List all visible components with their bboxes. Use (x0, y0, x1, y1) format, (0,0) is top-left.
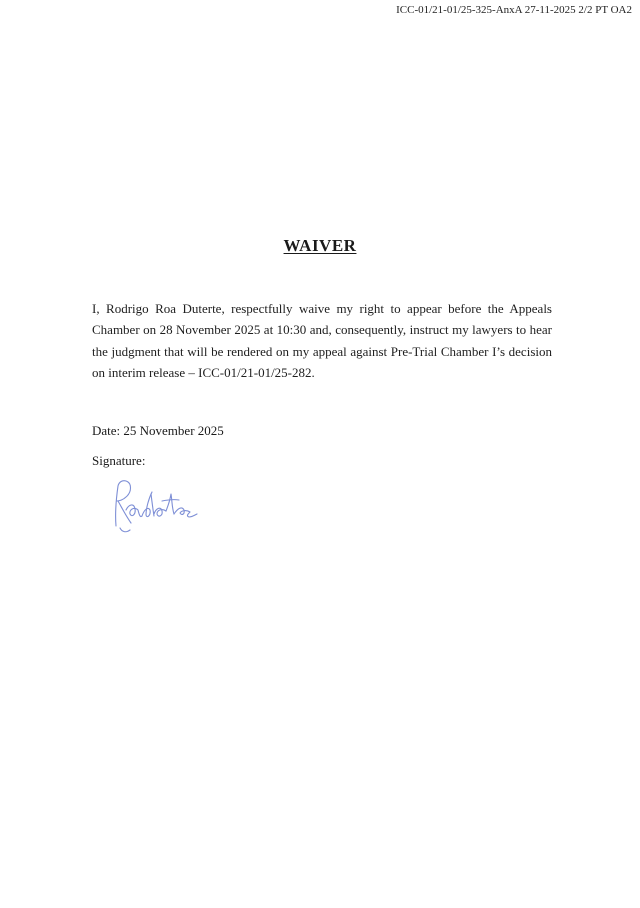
date-line: Date: 25 November 2025 (92, 423, 224, 438)
document-reference: ICC-01/21-01/25-325-AnxA 27-11-2025 2/2 PT OA2 (396, 4, 632, 16)
signature-label: Signature: (92, 453, 146, 468)
document-title: WAIVER (283, 236, 357, 255)
waiver-paragraph: I, Rodrigo Roa Duterte, respectfully waive my right to appear before the Appeals Chamber on 28 November 2025 at 10:30 and, consequently, instruct my lawyers to hear the judgment that will be rendered on my appeal against Pre-Trial Chamber I’s decision on interim release – ICC-01/21-01/25-282. (92, 301, 552, 380)
handwritten-signature (96, 470, 206, 540)
